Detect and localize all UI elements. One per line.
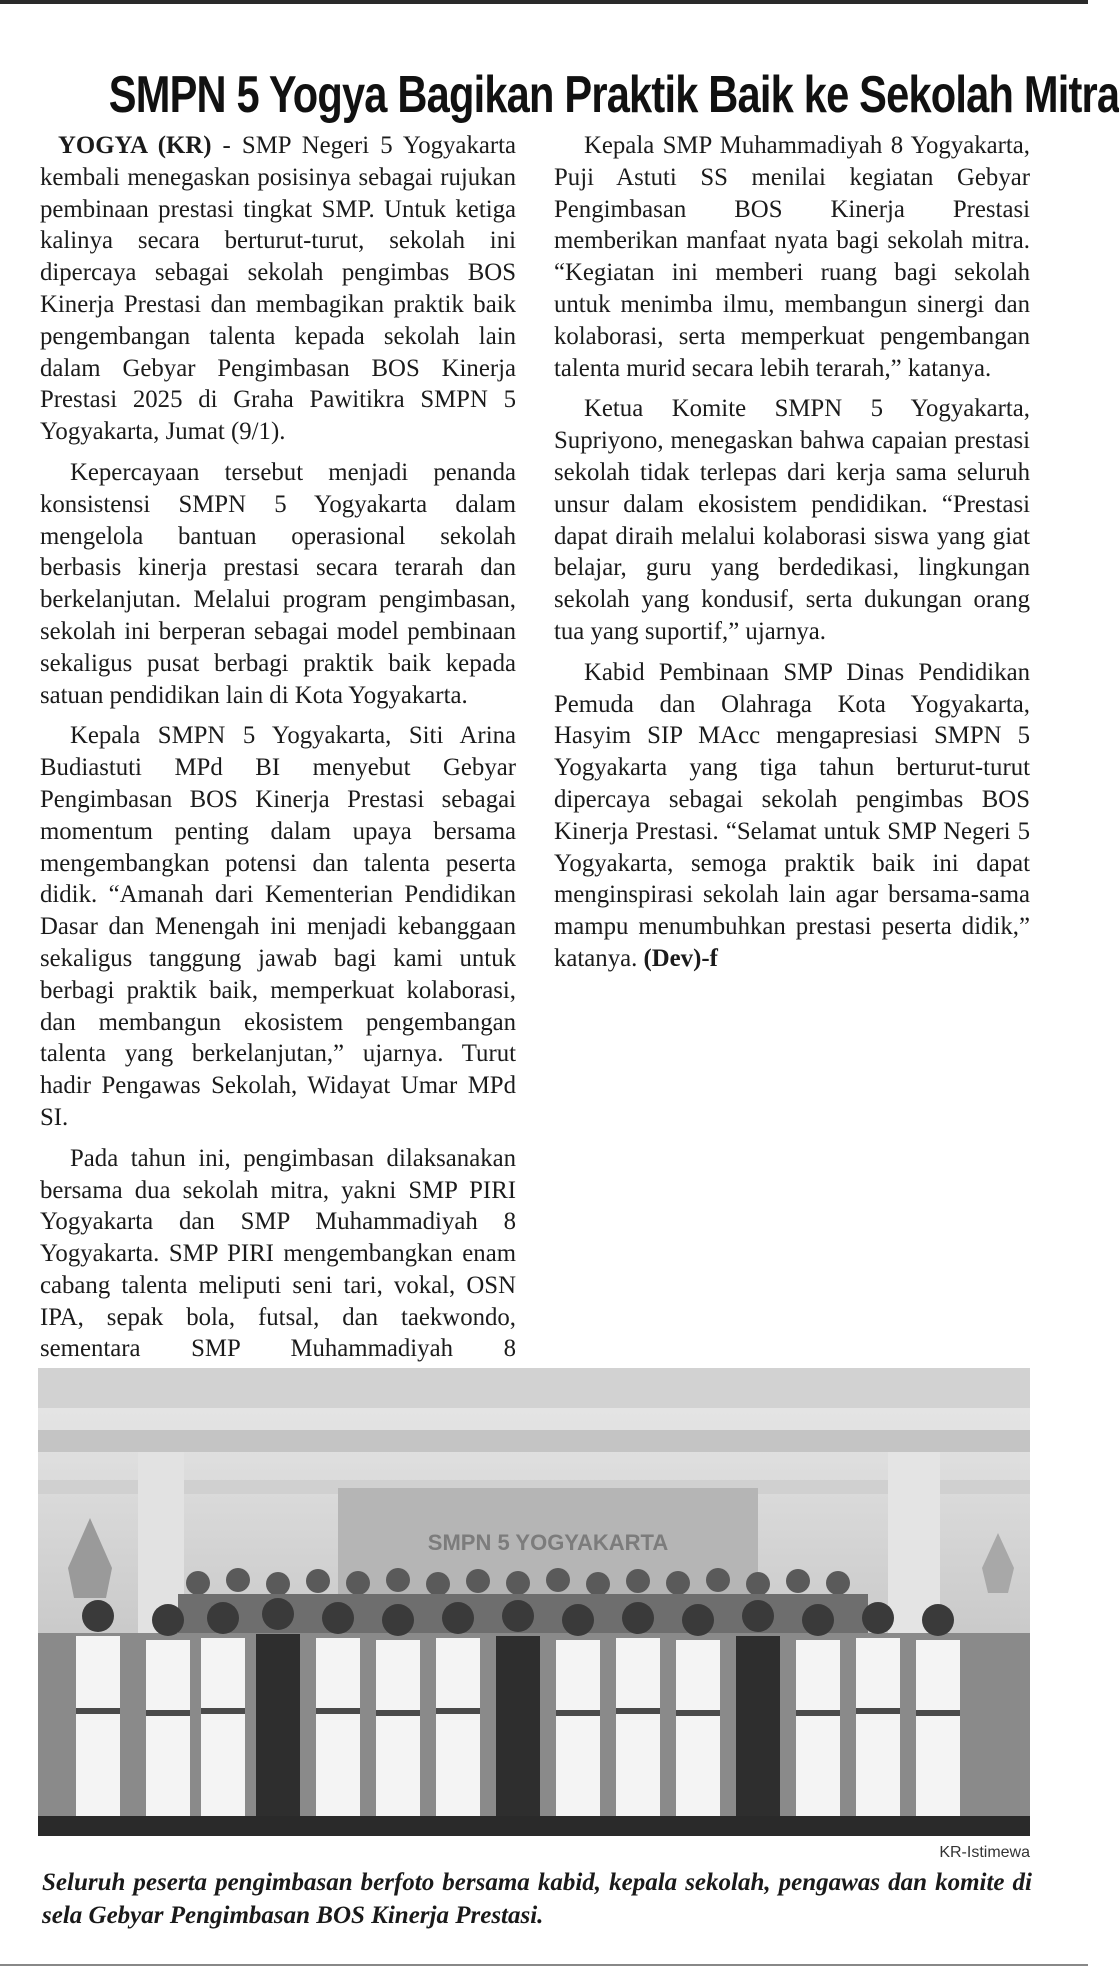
bottom-rule <box>0 1964 1088 1966</box>
article-paragraph: Kepercayaan tersebut menjadi penanda konsistensi SMPN 5 Yogyakarta dalam mengelola bantuan operasional sekolah berbasis kinerja prestasi secara terarah dan berkelanjutan. Melalui program pengimbasan, sekolah ini berperan sebagai model pembinaan sekaligus pusat berbagi praktik baik kepada satuan pendidikan lain di Kota Yogyakarta. <box>40 458 516 709</box>
ceiling <box>38 1368 1030 1408</box>
article-column-right <box>554 130 1030 1302</box>
photo-credit: KR-Istimewa <box>939 1844 1030 1861</box>
photo-caption: Seluruh peserta pengimbasan berfoto bersama kabid, kepala sekolah, pengawas dan komite di sela Gebyar Pengimbasan BOS Kinerja Prestasi. <box>42 1869 1032 1929</box>
dateline: YOGYA (KR) <box>58 132 212 159</box>
paragraph-text: SMP Negeri 5 Yogyakarta kembali menegaskan posisinya sebagai rujukan pembinaan prestasi tingkat SMP. Untuk ketiga kalinya secara berturut-turut, sekolah ini dipercaya sebagai sekolah pengimbas BOS Kinerja Prestasi dan membagikan praktik baik pengembangan talenta kepada sekolah lain dalam Gebyar Pengimbasan BOS Kinerja Prestasi 2025 di Graha Pawitikra SMPN 5 Yogyakarta, Jumat (9/1). <box>40 132 516 446</box>
article-paragraph: Kepala SMP Muhammadiyah 8 Yogyakarta, Puji Astuti SS menilai kegiatan Gebyar Pengimbasan BOS Kinerja Prestasi memberikan manfaat nyata bagi sekolah mitra. “Kegiatan ini memberi ruang bagi sekolah untuk menimba ilmu, membangun sinergi dan kolaborasi, serta memperkuat pengembangan talenta murid secara lebih terarah,” katanya. <box>554 132 1030 382</box>
article-paragraph: Kepala SMPN 5 Yogyakarta, Siti Arina Budiastuti MPd BI menyebut Gebyar Pengimbasan BOS Kinerja Prestasi sebagai momentum penting dalam upaya bersama mengembangkan potensi dan talenta peserta didik. “Amanah dari Kementerian Pendidikan Dasar dan Menengah ini menjadi kebanggaan sekaligus tanggung jawab bagi kami untuk berbagi praktik baik, memperkuat kolaborasi, dan membangun ekosistem pengembangan talenta yang berkelanjutan,” ujarnya. Turut hadir Pengawas Sekolah, Widayat Umar MPd SI. <box>40 722 516 1131</box>
article-body <box>40 130 1030 1363</box>
article-paragraph <box>554 657 1030 975</box>
article-column-left <box>40 130 516 1363</box>
wayang-decoration <box>982 1533 1014 1593</box>
article-paragraph: Pada tahun ini, pengimbasan dilaksanakan bersama dua sekolah mitra, yakni SMP PIRI Yogyakarta dan SMP Muhammadiyah 8 Yogyakarta. SMP PIRI mengembangkan enam cabang talenta meliputi seni tari, vokal, OSN IPA, sepak bola, futsal, dan taekwondo, sementara SMP Muhammadiyah 8 <box>40 1144 516 1363</box>
dateline-dash: - <box>222 132 231 159</box>
group-photo <box>38 1368 1030 1836</box>
wayang-decoration <box>68 1518 112 1598</box>
article-paragraph <box>40 130 516 448</box>
group-photo-illustration <box>38 1368 1030 1836</box>
banner-text: SMPN 5 YOGYAKARTA <box>427 1530 669 1555</box>
article-paragraph: Ketua Komite SMPN 5 Yogyakarta, Supriyono, menegaskan bahwa capaian prestasi sekolah tidak terlepas dari kerja sama seluruh unsur dalam ekosistem pendidikan. “Prestasi dapat diraih melalui kolaborasi siswa yang giat belajar, guru yang berdedikasi, lingkungan sekolah yang kondusif, serta dukungan orang tua yang suportif,” ujarnya. <box>554 395 1030 645</box>
paragraph-text: Kabid Pembinaan SMP Dinas Pendidikan Pemuda dan Olahraga Kota Yogyakarta, Hasyim SIP MAcc mengapresiasi SMPN 5 Yogyakarta yang tiga tahun berturut-turut dipercaya sebagai sekolah pengimbas BOS Kinerja Prestasi. “Selamat untuk SMP Negeri 5 Yogyakarta, semoga praktik baik ini dapat menginspirasi sekolah lain agar bersama-sama mampu menumbuhkan prestasi peserta didik,” katanya. <box>554 658 1030 972</box>
top-rule <box>0 0 1088 4</box>
author-initials: (Dev)-f <box>643 944 718 972</box>
article-headline: SMPN 5 Yogya Bagikan Praktik Baik ke Sekolah Mitra <box>108 65 1119 124</box>
front-row <box>38 1598 1030 1836</box>
ceiling-beam <box>38 1430 1030 1452</box>
